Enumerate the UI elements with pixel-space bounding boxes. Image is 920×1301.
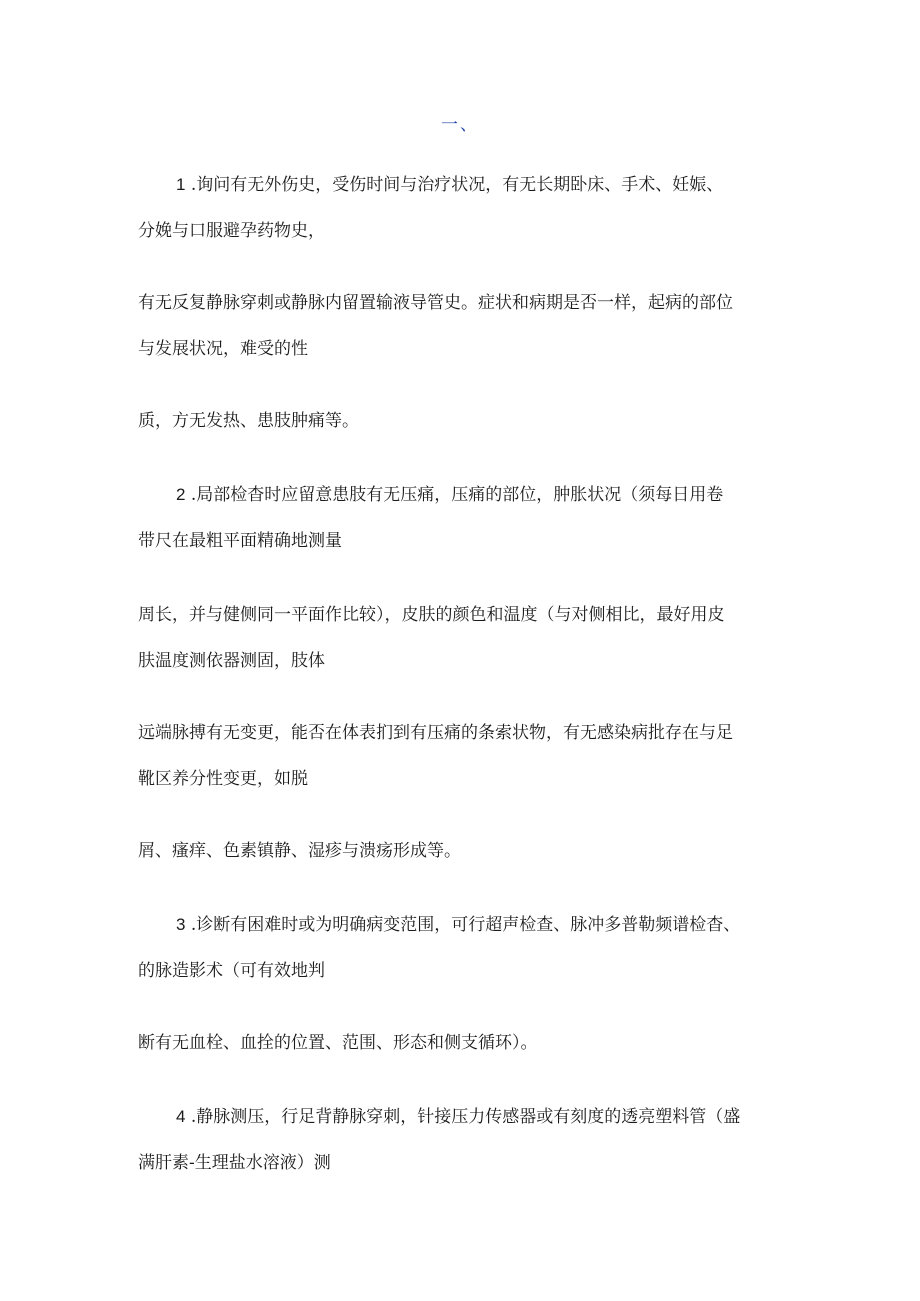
text-line: 质，方无发热、患肢肿痛等。 xyxy=(138,411,359,431)
item-3-first-line xyxy=(176,913,740,937)
text-line: 靴区养分性变更，如脱 xyxy=(138,769,308,789)
item-number: 2 xyxy=(176,485,186,504)
section-heading: 一、 xyxy=(441,115,479,135)
text-line: 周长，并与健侧同一平面作比较），皮肤的颜色和温度（与对侧相比，最好用皮 xyxy=(138,605,725,625)
text-line: 有无反复静脉穿刺或静脉内留置输液导管史。症状和病期是否一样，起病的部位 xyxy=(138,293,733,313)
text-line: 分娩与口服避孕药物史， xyxy=(138,221,325,241)
text-line: 断有无血栓、血拴的位置、范围、形态和侧支循环）。 xyxy=(138,1033,538,1053)
text-line: 与发展状况，难受的性 xyxy=(138,339,308,359)
item-4-first-line xyxy=(176,1105,740,1129)
item-1-first-line xyxy=(176,173,723,197)
text-line: 远端脉搏有无变更，能否在体表扪到有压痛的条索状物，有无感染病批存在与足 xyxy=(138,723,733,743)
item-number: 1 xyxy=(176,175,186,194)
item-number: 4 xyxy=(176,1107,186,1126)
text-line: 带尺在最粗平面精确地测量 xyxy=(138,531,342,551)
item-text: .局部检杳时应留意患肢有无压痛，压痛的部位，肿胀状况（须每日用卷 xyxy=(190,485,724,505)
item-text: .询问有无外伤史，受伤时间与治疗状况，有无长期卧床、手术、妊娠、 xyxy=(190,175,724,195)
text-line: 的脉造影术（可有效地判 xyxy=(138,961,325,981)
item-2-first-line xyxy=(176,483,723,507)
item-text: .诊断有困难时或为明确病变范围，可行超声检查、脉冲多普勒频谱检杳、 xyxy=(190,915,741,935)
text-line: 屑、瘙痒、色素镇静、湿疹与溃疡形成等。 xyxy=(138,841,461,861)
item-number: 3 xyxy=(176,915,186,934)
text-line: 满肝素-生理盐水溶液）测 xyxy=(138,1153,331,1173)
item-text: .静脉测压，行足背静脉穿刺，针接压力传感器或有刻度的透亮塑料管（盛 xyxy=(190,1107,741,1127)
text-line: 肤温度测依器测固，肢体 xyxy=(138,651,325,671)
